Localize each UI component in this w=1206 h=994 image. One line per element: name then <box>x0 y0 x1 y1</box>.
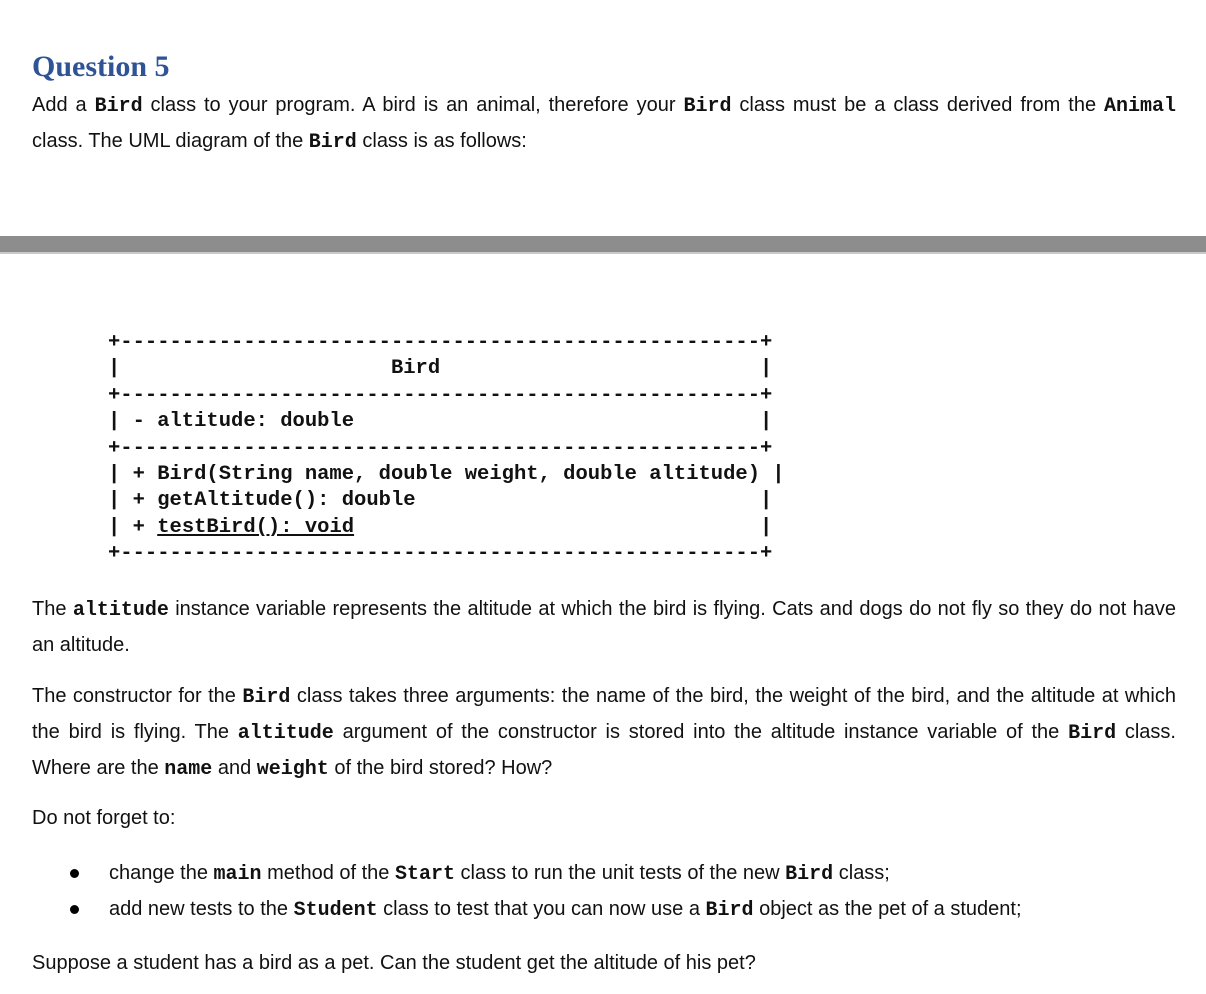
code-name: name <box>164 758 213 781</box>
code-bird: Bird <box>242 686 291 709</box>
item-text: change the <box>109 862 214 884</box>
code-bird: Bird <box>308 131 357 154</box>
para-text: and <box>212 757 257 779</box>
item-text: method of the <box>261 862 395 884</box>
uml-method-getaltitude: | + getAltitude(): double | <box>108 489 773 513</box>
question-heading: Question 5 <box>32 50 170 83</box>
uml-method-testbird <box>108 515 785 541</box>
item-text: class to run the unit tests of the new <box>454 862 786 884</box>
intro-text: class to your program. A bird is an animal, therefore your <box>142 94 684 116</box>
item-text: add new tests to the <box>109 898 294 920</box>
uml-attribute: | - altitude: double | <box>108 410 773 434</box>
para-text: The constructor for the <box>32 685 243 707</box>
list-item <box>32 892 1176 928</box>
code-altitude: altitude <box>237 722 334 745</box>
reminder-list <box>32 856 1176 928</box>
final-question: Suppose a student has a bird as a pet. Can the student get the altitude of his pet? <box>32 952 756 974</box>
para-text: of the bird stored? How? <box>328 757 553 779</box>
code-main: main <box>213 863 262 886</box>
item-text: object as the pet of a student; <box>753 898 1022 920</box>
reminder-heading: Do not forget to: <box>32 807 176 829</box>
altitude-paragraph <box>32 592 1176 662</box>
para-text: The <box>32 598 73 620</box>
uml-class-name: | Bird | <box>108 357 773 381</box>
item-text: class to test that you can now use a <box>377 898 706 920</box>
constructor-paragraph <box>32 679 1176 787</box>
item-text: class; <box>833 862 890 884</box>
para-text: argument of the constructor is stored into the altitude instance variable of the <box>333 721 1069 743</box>
code-animal: Animal <box>1104 95 1177 118</box>
uml-border: +----------------------------------------------------+ <box>108 331 773 354</box>
code-start: Start <box>394 863 455 886</box>
uml-diagram <box>108 330 785 568</box>
page-divider <box>0 236 1206 254</box>
para-text: class. Where are the <box>32 721 1176 779</box>
uml-border: +----------------------------------------------------+ <box>108 383 773 407</box>
uml-method-constructor: | + Bird(String name, double weight, double altitude) | <box>108 463 785 487</box>
uml-border: +----------------------------------------------------+ <box>108 436 773 460</box>
list-item <box>32 856 1176 892</box>
code-bird: Bird <box>1068 722 1117 745</box>
uml-static-method-name: testBird(): void <box>157 515 355 539</box>
code-bird: Bird <box>705 899 754 922</box>
code-weight: weight <box>256 758 329 781</box>
intro-text: class is as follows: <box>356 130 527 152</box>
code-bird: Bird <box>683 95 732 118</box>
uml-method-suffix: | <box>354 515 773 539</box>
intro-text: class. The UML diagram of the <box>32 130 309 152</box>
bullet-icon <box>70 905 79 914</box>
para-text: class takes three arguments: the name of the bird, the weight of the bird, and the altitude at which the bird is flying. The <box>32 685 1176 743</box>
code-altitude: altitude <box>72 599 169 622</box>
uml-border: +----------------------------------------------------+ <box>108 542 773 566</box>
para-text: instance variable represents the altitude at which the bird is flying. Cats and dogs do not fly so they do not have an altitude. <box>32 598 1176 656</box>
code-bird: Bird <box>785 863 834 886</box>
code-bird: Bird <box>94 95 143 118</box>
uml-method-prefix: | + <box>108 515 158 539</box>
bullet-icon <box>70 869 79 878</box>
intro-text: Add a <box>32 94 95 116</box>
intro-text: class must be a class derived from the <box>731 94 1104 116</box>
intro-paragraph <box>32 88 1176 160</box>
code-student: Student <box>293 899 378 922</box>
